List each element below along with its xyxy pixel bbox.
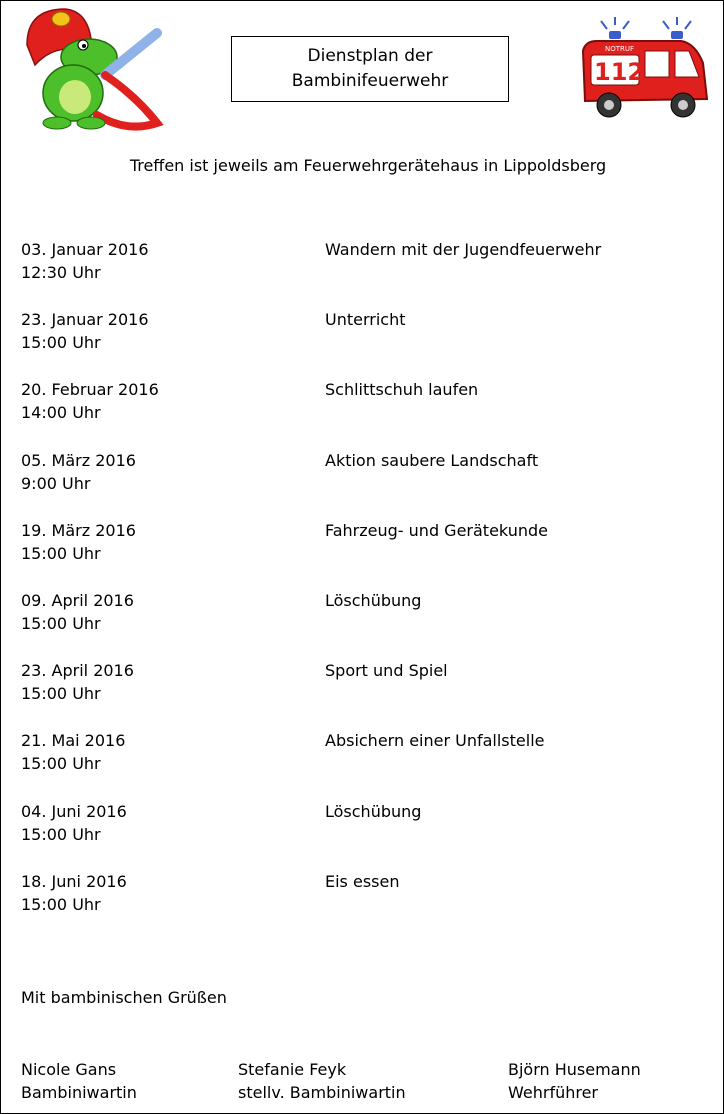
entry-time: 15:00 Uhr bbox=[21, 894, 101, 914]
signature-1 bbox=[21, 1058, 137, 1104]
entry-time: 15:00 Uhr bbox=[21, 684, 101, 704]
signature-name: Björn Husemann bbox=[508, 1060, 641, 1079]
entry-date: 20. Februar 2016 bbox=[21, 380, 159, 400]
entry-time: 15:00 Uhr bbox=[21, 754, 101, 774]
schedule-entry bbox=[21, 238, 711, 284]
entry-time: 15:00 Uhr bbox=[21, 824, 101, 844]
title-line-1: Dienstplan der bbox=[307, 46, 433, 66]
signature-name: Stefanie Feyk bbox=[238, 1060, 347, 1079]
entry-activity: Fahrzeug- und Gerätekunde bbox=[325, 520, 548, 540]
entry-date: 23. April 2016 bbox=[21, 661, 134, 681]
entry-date: 21. Mai 2016 bbox=[21, 731, 126, 751]
schedule-entry bbox=[21, 589, 711, 635]
entry-activity: Eis essen bbox=[325, 871, 400, 891]
entry-date: 04. Juni 2016 bbox=[21, 801, 127, 821]
truck-label: NOTRUF bbox=[605, 45, 635, 53]
entry-activity: Löschübung bbox=[325, 591, 422, 610]
title-line-2: Bambinifeuerwehr bbox=[291, 71, 449, 91]
entry-activity: Löschübung bbox=[325, 801, 422, 821]
dragon-firefighter-logo bbox=[17, 5, 167, 135]
schedule-entry bbox=[21, 729, 711, 775]
schedule-entry bbox=[21, 519, 711, 565]
schedule-entry bbox=[21, 659, 711, 705]
signature-3 bbox=[508, 1058, 641, 1104]
entry-activity: Absichern einer Unfallstelle bbox=[325, 731, 545, 751]
entry-activity: Wandern mit der Jugendfeuerwehr bbox=[325, 240, 602, 259]
entry-activity: Unterricht bbox=[325, 310, 406, 330]
signature-role: Bambiniwartin bbox=[21, 1083, 137, 1102]
entry-time: 15:00 Uhr bbox=[21, 543, 101, 563]
signature-role: stellv. Bambiniwartin bbox=[238, 1083, 406, 1102]
entry-date: 03. Januar 2016 bbox=[21, 240, 149, 259]
signature-role: Wehrführer bbox=[508, 1083, 599, 1102]
entry-date: 18. Juni 2016 bbox=[21, 871, 127, 891]
entry-date: 19. März 2016 bbox=[21, 520, 136, 540]
schedule-entry bbox=[21, 800, 711, 846]
entry-activity: Aktion saubere Landschaft bbox=[325, 450, 539, 470]
entry-date: 05. März 2016 bbox=[21, 450, 136, 470]
title-box bbox=[231, 36, 509, 102]
entry-date: 09. April 2016 bbox=[21, 591, 134, 610]
schedule-entry bbox=[21, 308, 711, 354]
schedule-entry bbox=[21, 449, 711, 495]
subtitle: Treffen ist jeweils am Feuerwehrgerätehaus in Lippoldsberg bbox=[129, 156, 607, 175]
entry-time: 15:00 Uhr bbox=[21, 333, 101, 353]
entry-time: 12:30 Uhr bbox=[21, 263, 101, 282]
greeting: Mit bambinischen Grüßen bbox=[21, 988, 227, 1007]
entry-time: 14:00 Uhr bbox=[21, 403, 101, 423]
entry-time: 15:00 Uhr bbox=[21, 614, 101, 633]
schedule-entry bbox=[21, 870, 711, 916]
signature-2 bbox=[238, 1058, 406, 1104]
fire-truck-112-logo bbox=[577, 17, 713, 123]
entry-time: 9:00 Uhr bbox=[21, 473, 91, 493]
entry-date: 23. Januar 2016 bbox=[21, 310, 149, 330]
signature-name: Nicole Gans bbox=[21, 1060, 117, 1079]
schedule-entry bbox=[21, 378, 711, 424]
truck-number: 112 bbox=[594, 58, 645, 86]
entry-activity: Sport und Spiel bbox=[325, 661, 448, 681]
entry-activity: Schlittschuh laufen bbox=[325, 380, 479, 400]
